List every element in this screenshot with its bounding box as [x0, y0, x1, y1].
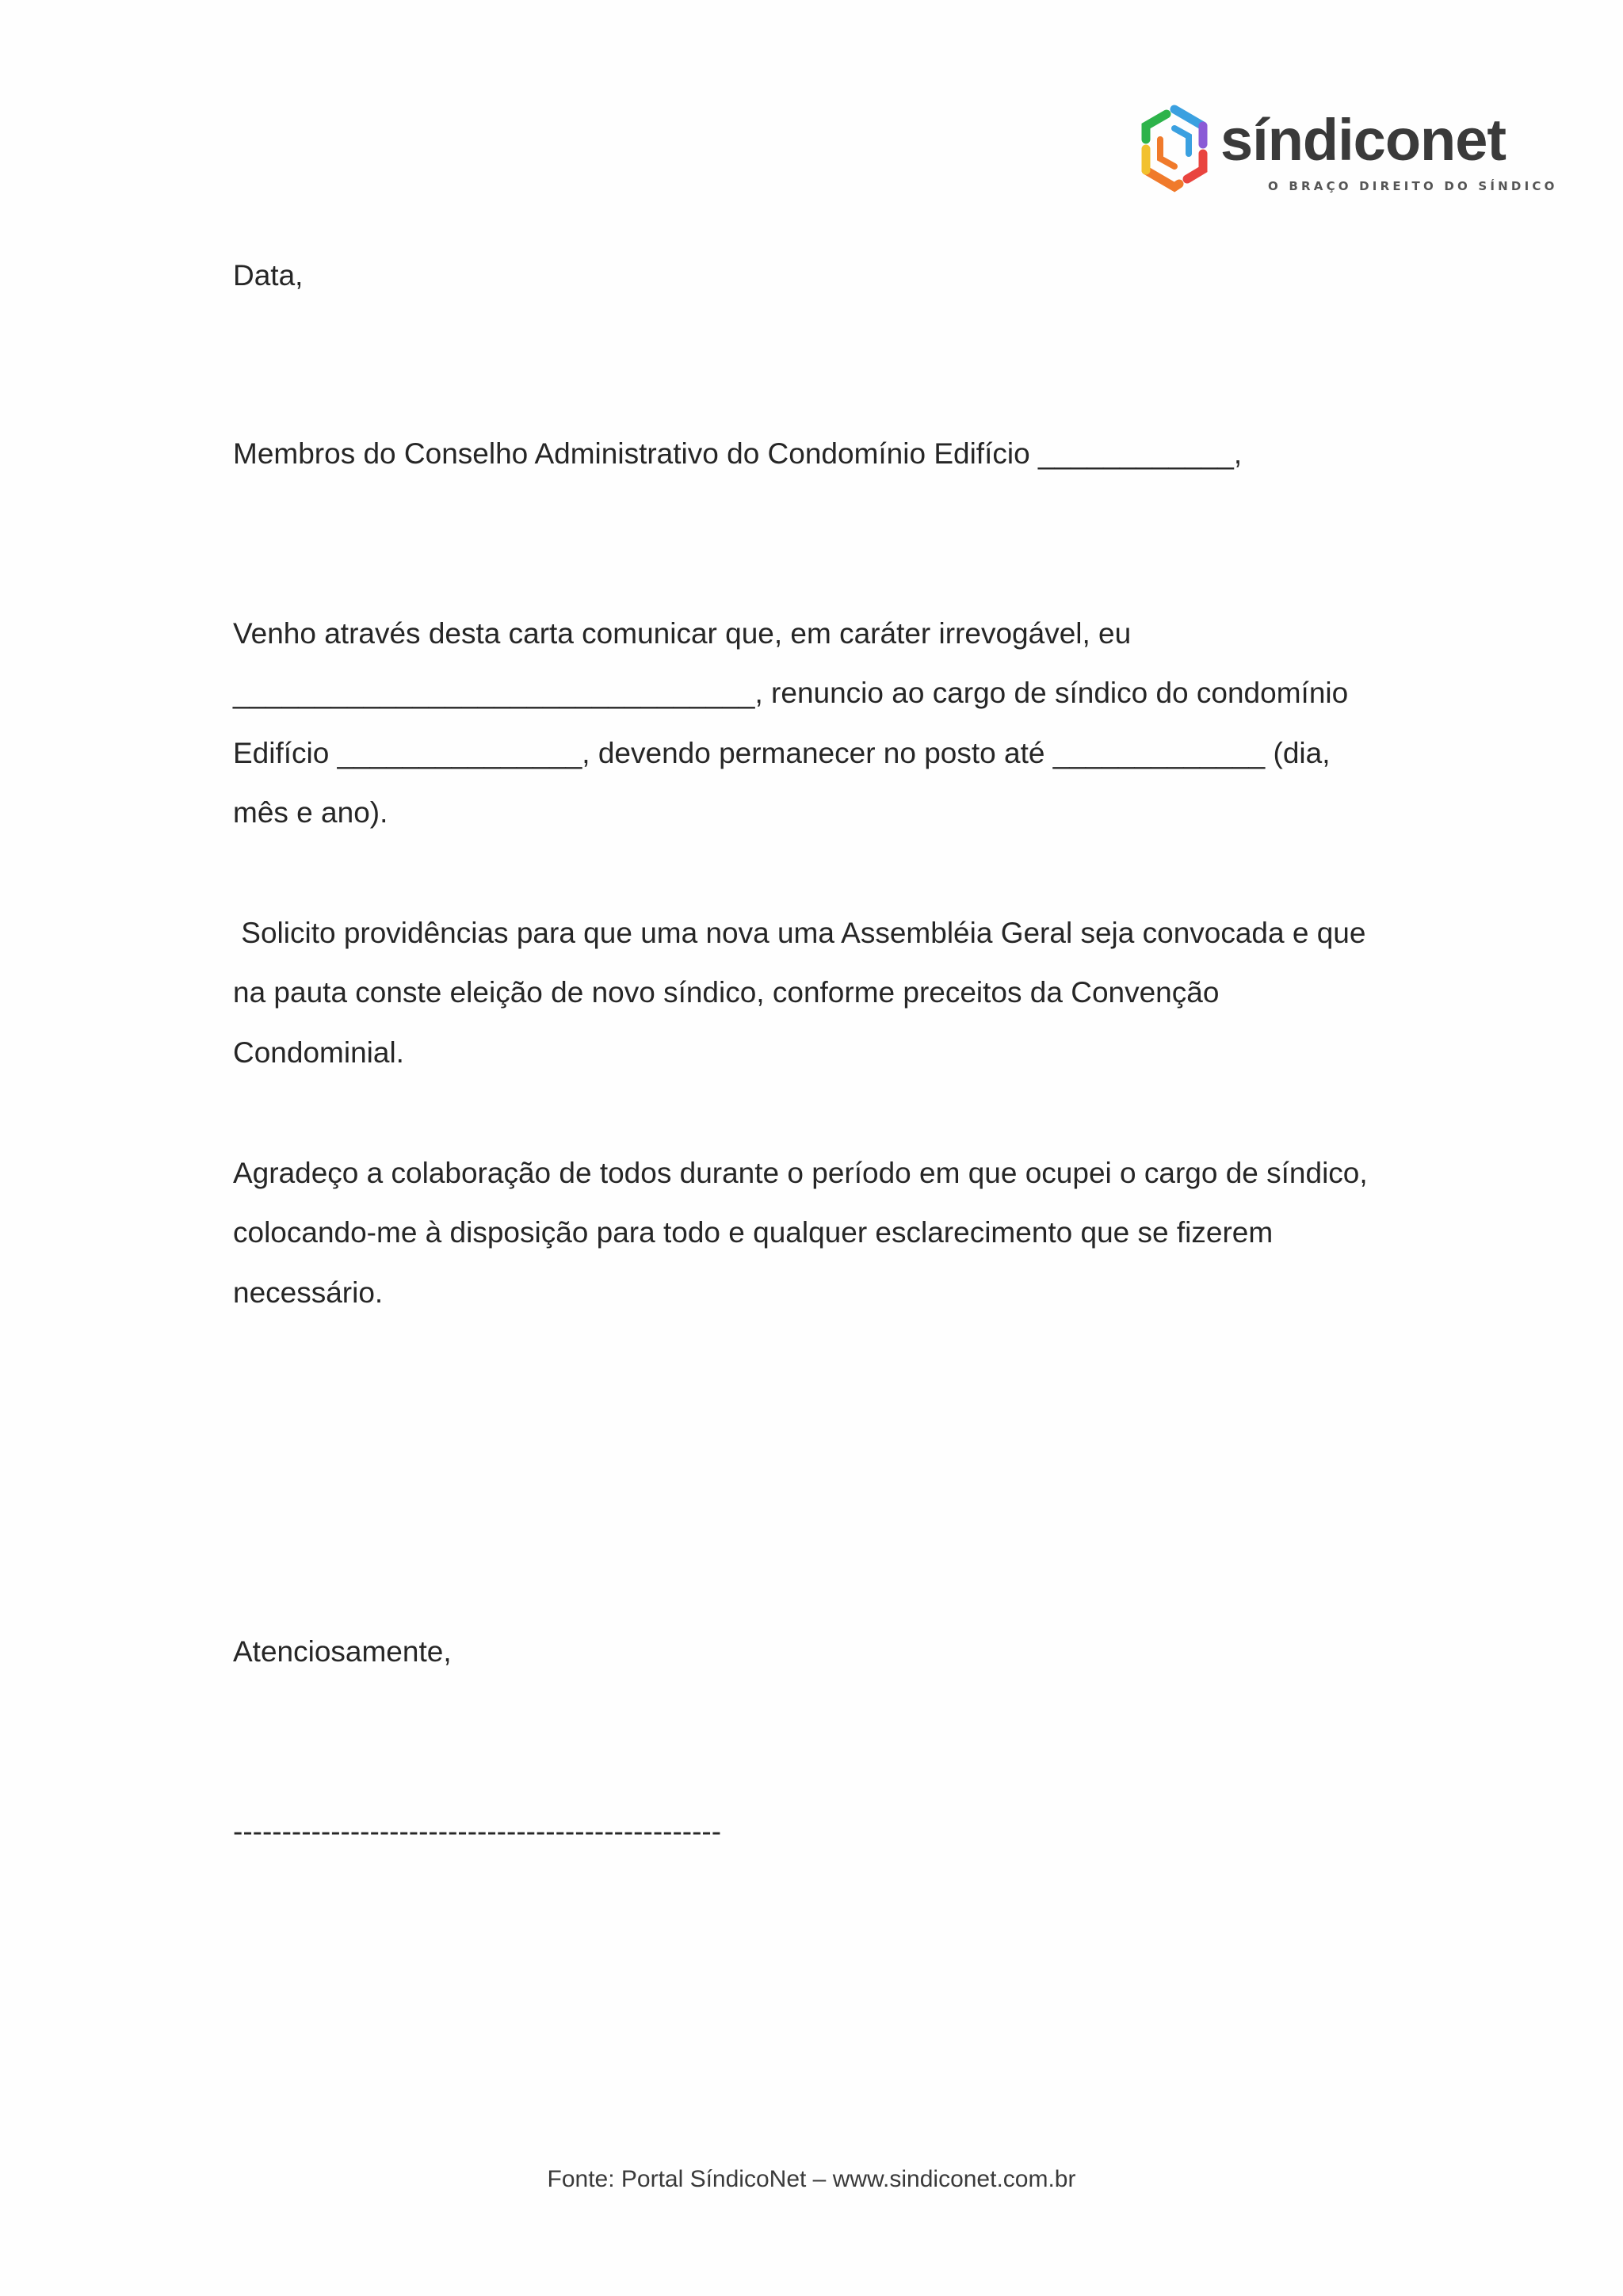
paragraph-2-line-3: Condominial. — [233, 1036, 404, 1069]
paragraph-1-line-2: ________________________________, renuncio ao cargo de síndico do condomínio — [233, 677, 1349, 709]
logo-wordmark: síndiconet — [1220, 107, 1507, 173]
closing-line: Atenciosamente, — [233, 1635, 452, 1668]
paragraph-2-line-1: Solicito providências para que uma nova uma Assembléia Geral seja convocada e que — [233, 917, 1366, 949]
paragraph-3-line-3: necessário. — [233, 1276, 384, 1309]
date-line: Data, — [233, 259, 304, 292]
logo-tagline: O BRAÇO DIREITO DO SÍNDICO — [1268, 179, 1558, 193]
addressee-line: Membros do Conselho Administrativo do Condomínio Edifício ____________, — [233, 437, 1243, 470]
paragraph-3-line-2: colocando-me à disposição para todo e qualquer esclarecimento que se fizerem — [233, 1216, 1274, 1249]
paragraph-2-line-2: na pauta conste eleição de novo síndico, conforme preceitos da Convenção — [233, 976, 1220, 1009]
paragraph-3-line-1: Agradeço a colaboração de todos durante o período em que ocupei o cargo de síndico, — [233, 1157, 1368, 1189]
signature-line: -------------------------------------------------- — [233, 1815, 722, 1848]
hexagon-logo-icon — [1135, 105, 1214, 193]
paragraph-1-line-1: Venho através desta carta comunicar que, em caráter irrevogável, eu — [233, 617, 1132, 650]
sindiconet-logo — [1135, 105, 1558, 198]
footer-source: Fonte: Portal SíndicoNet – www.sindiconet.com.br — [547, 2166, 1076, 2192]
paragraph-1-line-3: Edifício _______________, devendo permanecer no posto até _____________ (dia, — [233, 737, 1331, 769]
paragraph-1-line-4: mês e ano). — [233, 796, 388, 829]
